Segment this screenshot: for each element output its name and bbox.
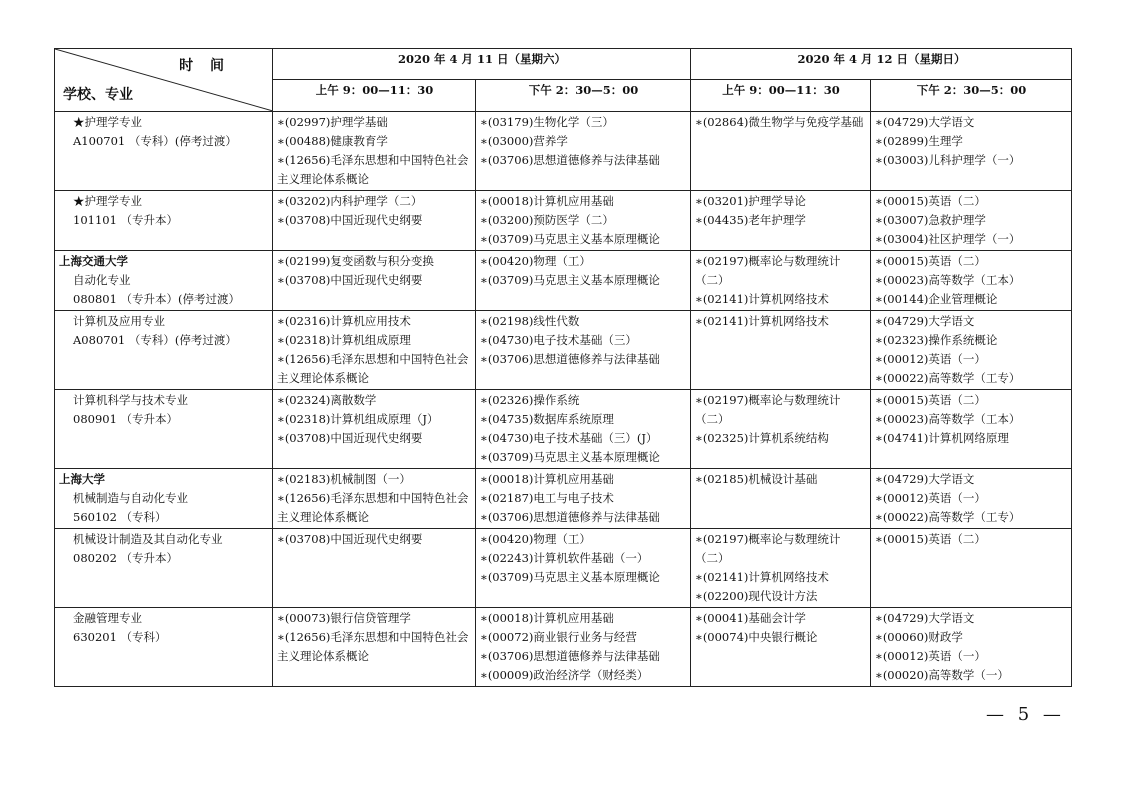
course-item: ∗(02141)计算机网络技术 — [695, 314, 829, 328]
course-item: ∗(02183)机械制图（一） — [277, 472, 411, 486]
major-code: A100701 （专科）(停考过渡） — [73, 134, 237, 148]
university-name: 上海交通大学 — [59, 254, 128, 268]
exam-cell-slot-4 — [871, 251, 1072, 311]
major-code: 080202 （专升本） — [73, 551, 179, 565]
slot-header-day2-am: 上午 9：00—11：30 — [691, 79, 871, 111]
course-item: ∗(00015)英语（二） — [875, 532, 986, 546]
major-cell — [55, 251, 273, 311]
course-item: ∗(03004)社区护理学（一） — [875, 232, 1021, 246]
exam-cell-slot-1 — [273, 251, 476, 311]
course-item: ∗(00420)物理（工） — [480, 254, 591, 268]
course-item: ∗(04730)电子技术基础（三）(J） — [480, 431, 658, 445]
exam-cell-slot-2 — [476, 469, 691, 529]
course-item: ∗(03708)中国近现代史纲要 — [277, 213, 423, 227]
exam-cell-slot-3 — [691, 251, 871, 311]
course-item: ∗(00020)高等数学（一） — [875, 668, 1009, 682]
exam-cell-slot-2 — [476, 311, 691, 390]
course-item: ∗(02318)计算机组成原理 — [277, 333, 411, 347]
course-item: ∗(02864)微生物学与免疫学基础 — [695, 115, 864, 129]
major-code: 080901 （专升本） — [73, 412, 179, 426]
major-code: A080701 （专科）(停考过渡） — [73, 333, 237, 347]
exam-schedule-table — [54, 48, 1072, 687]
course-item: ∗(00022)高等数学（工专） — [875, 510, 1021, 524]
course-item: ∗(12656)毛泽东思想和中国特色社会主义理论体系概论 — [277, 630, 469, 663]
exam-cell-slot-1 — [273, 529, 476, 608]
exam-cell-slot-1 — [273, 191, 476, 251]
table-row — [55, 191, 1072, 251]
exam-cell-slot-1 — [273, 311, 476, 390]
course-item: ∗(02197)概率论与数理统计（二） — [695, 254, 841, 287]
date-header-day2: 2020 年 4 月 12 日（星期日） — [691, 49, 1072, 80]
table-row — [55, 390, 1072, 469]
course-item: ∗(00072)商业银行业务与经营 — [480, 630, 637, 644]
course-item: ∗(02141)计算机网络技术 — [695, 570, 829, 584]
course-item: ∗(12656)毛泽东思想和中国特色社会主义理论体系概论 — [277, 153, 469, 186]
exam-cell-slot-2 — [476, 390, 691, 469]
table-row — [55, 311, 1072, 390]
course-item: ∗(02243)计算机软件基础（一） — [480, 551, 649, 565]
exam-cell-slot-4 — [871, 529, 1072, 608]
course-item: ∗(00144)企业管理概论 — [875, 292, 998, 306]
exam-cell-slot-4 — [871, 191, 1072, 251]
course-item: ∗(00023)高等数学（工本） — [875, 412, 1021, 426]
course-item: ∗(04741)计算机网络原理 — [875, 431, 1009, 445]
course-item: ∗(03706)思想道德修养与法律基础 — [480, 153, 660, 167]
course-item: ∗(00015)英语（二） — [875, 393, 986, 407]
course-item: ∗(04735)数据库系统原理 — [480, 412, 614, 426]
major-name: ★护理学专业 — [73, 115, 142, 129]
course-item: ∗(03708)中国近现代史纲要 — [277, 273, 423, 287]
major-name: 机械设计制造及其自动化专业 — [73, 532, 223, 546]
course-item: ∗(04729)大学语文 — [875, 472, 975, 486]
major-code: 630201 （专科） — [73, 630, 167, 644]
slot-header-day2-pm: 下午 2：30—5：00 — [871, 79, 1072, 111]
course-item: ∗(03709)马克思主义基本原理概论 — [480, 450, 660, 464]
major-code: 560102 （专科） — [73, 510, 167, 524]
table-row — [55, 112, 1072, 191]
exam-cell-slot-2 — [476, 608, 691, 687]
major-name: 计算机及应用专业 — [73, 314, 165, 328]
exam-cell-slot-2 — [476, 191, 691, 251]
course-item: ∗(00023)高等数学（工本） — [875, 273, 1021, 287]
university-name: 上海大学 — [59, 472, 105, 486]
course-item: ∗(02323)操作系统概论 — [875, 333, 998, 347]
course-item: ∗(00015)英语（二） — [875, 194, 986, 208]
exam-cell-slot-2 — [476, 112, 691, 191]
course-item: ∗(02197)概率论与数理统计（二） — [695, 532, 841, 565]
slot-header-day1-am: 上午 9：00—11：30 — [273, 79, 476, 111]
exam-cell-slot-2 — [476, 251, 691, 311]
major-code: 080801 （专升本）(停考过渡） — [73, 292, 241, 306]
course-item: ∗(03200)预防医学（二） — [480, 213, 614, 227]
major-name: 自动化专业 — [73, 273, 131, 287]
exam-cell-slot-2 — [476, 529, 691, 608]
exam-cell-slot-1 — [273, 112, 476, 191]
course-item: ∗(02197)概率论与数理统计（二） — [695, 393, 841, 426]
table-row — [55, 608, 1072, 687]
course-item: ∗(02318)计算机组成原理（J） — [277, 412, 439, 426]
course-item: ∗(03706)思想道德修养与法律基础 — [480, 649, 660, 663]
course-item: ∗(12656)毛泽东思想和中国特色社会主义理论体系概论 — [277, 352, 469, 385]
course-item: ∗(03000)营养学 — [480, 134, 568, 148]
course-item: ∗(03709)马克思主义基本原理概论 — [480, 570, 660, 584]
course-item: ∗(04729)大学语文 — [875, 115, 975, 129]
exam-cell-slot-3 — [691, 529, 871, 608]
course-item: ∗(00009)政治经济学（财经类） — [480, 668, 649, 682]
major-cell — [55, 191, 273, 251]
major-cell — [55, 112, 273, 191]
course-item: ∗(04730)电子技术基础（三） — [480, 333, 637, 347]
course-item: ∗(00018)计算机应用基础 — [480, 611, 614, 625]
course-item: ∗(00018)计算机应用基础 — [480, 472, 614, 486]
course-item: ∗(02316)计算机应用技术 — [277, 314, 411, 328]
course-item: ∗(03708)中国近现代史纲要 — [277, 532, 423, 546]
course-item: ∗(04729)大学语文 — [875, 314, 975, 328]
course-item: ∗(02199)复变函数与积分变换 — [277, 254, 434, 268]
major-cell — [55, 608, 273, 687]
course-item: ∗(00074)中央银行概论 — [695, 630, 818, 644]
course-item: ∗(00018)计算机应用基础 — [480, 194, 614, 208]
exam-cell-slot-3 — [691, 311, 871, 390]
course-item: ∗(03706)思想道德修养与法律基础 — [480, 510, 660, 524]
course-item: ∗(00015)英语（二） — [875, 254, 986, 268]
table-row — [55, 529, 1072, 608]
course-item: ∗(02899)生理学 — [875, 134, 963, 148]
date-header-row — [55, 49, 1072, 80]
course-item: ∗(03202)内科护理学（二） — [277, 194, 423, 208]
exam-cell-slot-4 — [871, 390, 1072, 469]
course-item: ∗(02187)电工与电子技术 — [480, 491, 614, 505]
slot-header-day1-pm: 下午 2：30—5：00 — [476, 79, 691, 111]
major-cell — [55, 529, 273, 608]
major-name: 机械制造与自动化专业 — [73, 491, 188, 505]
course-item: ∗(12656)毛泽东思想和中国特色社会主义理论体系概论 — [277, 491, 469, 524]
course-item: ∗(03007)急救护理学 — [875, 213, 986, 227]
exam-cell-slot-4 — [871, 608, 1072, 687]
course-item: ∗(03706)思想道德修养与法律基础 — [480, 352, 660, 366]
course-item: ∗(02141)计算机网络技术 — [695, 292, 829, 306]
major-name: 计算机科学与技术专业 — [73, 393, 188, 407]
exam-cell-slot-3 — [691, 608, 871, 687]
course-item: ∗(04435)老年护理学 — [695, 213, 806, 227]
corner-school-label: 学校、专业 — [63, 87, 133, 103]
course-item: ∗(00488)健康教育学 — [277, 134, 388, 148]
course-item: ∗(03709)马克思主义基本原理概论 — [480, 273, 660, 287]
course-item: ∗(00060)财政学 — [875, 630, 963, 644]
corner-time-label: 时 间 — [179, 58, 230, 74]
course-item: ∗(04729)大学语文 — [875, 611, 975, 625]
exam-cell-slot-4 — [871, 469, 1072, 529]
exam-cell-slot-4 — [871, 311, 1072, 390]
major-name: 金融管理专业 — [73, 611, 142, 625]
course-item: ∗(00041)基础会计学 — [695, 611, 806, 625]
course-item: ∗(02324)离散数学 — [277, 393, 377, 407]
course-item: ∗(02185)机械设计基础 — [695, 472, 818, 486]
major-cell — [55, 390, 273, 469]
course-item: ∗(03003)儿科护理学（一） — [875, 153, 1021, 167]
course-item: ∗(02997)护理学基础 — [277, 115, 388, 129]
major-code: 101101 （专升本） — [73, 213, 179, 227]
course-item: ∗(03709)马克思主义基本原理概论 — [480, 232, 660, 246]
major-name: ★护理学专业 — [73, 194, 142, 208]
course-item: ∗(03201)护理学导论 — [695, 194, 806, 208]
course-item: ∗(00012)英语（一） — [875, 649, 986, 663]
exam-cell-slot-3 — [691, 191, 871, 251]
major-cell — [55, 311, 273, 390]
exam-cell-slot-1 — [273, 390, 476, 469]
course-item: ∗(03708)中国近现代史纲要 — [277, 431, 423, 445]
course-item: ∗(02325)计算机系统结构 — [695, 431, 829, 445]
page-number: — 5 — — [986, 704, 1065, 725]
course-item: ∗(03179)生物化学（三） — [480, 115, 614, 129]
course-item: ∗(02198)线性代数 — [480, 314, 580, 328]
major-cell — [55, 469, 273, 529]
table-row — [55, 251, 1072, 311]
exam-cell-slot-4 — [871, 112, 1072, 191]
date-header-day1: 2020 年 4 月 11 日（星期六） — [273, 49, 691, 80]
course-item: ∗(00073)银行信贷管理学 — [277, 611, 411, 625]
course-item: ∗(00012)英语（一） — [875, 352, 986, 366]
exam-cell-slot-3 — [691, 112, 871, 191]
exam-cell-slot-1 — [273, 469, 476, 529]
course-item: ∗(00420)物理（工） — [480, 532, 591, 546]
course-item: ∗(00012)英语（一） — [875, 491, 986, 505]
exam-cell-slot-3 — [691, 469, 871, 529]
exam-cell-slot-3 — [691, 390, 871, 469]
table-row — [55, 469, 1072, 529]
corner-header-cell — [55, 49, 273, 112]
exam-cell-slot-1 — [273, 608, 476, 687]
course-item: ∗(02326)操作系统 — [480, 393, 580, 407]
course-item: ∗(02200)现代设计方法 — [695, 589, 818, 603]
course-item: ∗(00022)高等数学（工专） — [875, 371, 1021, 385]
